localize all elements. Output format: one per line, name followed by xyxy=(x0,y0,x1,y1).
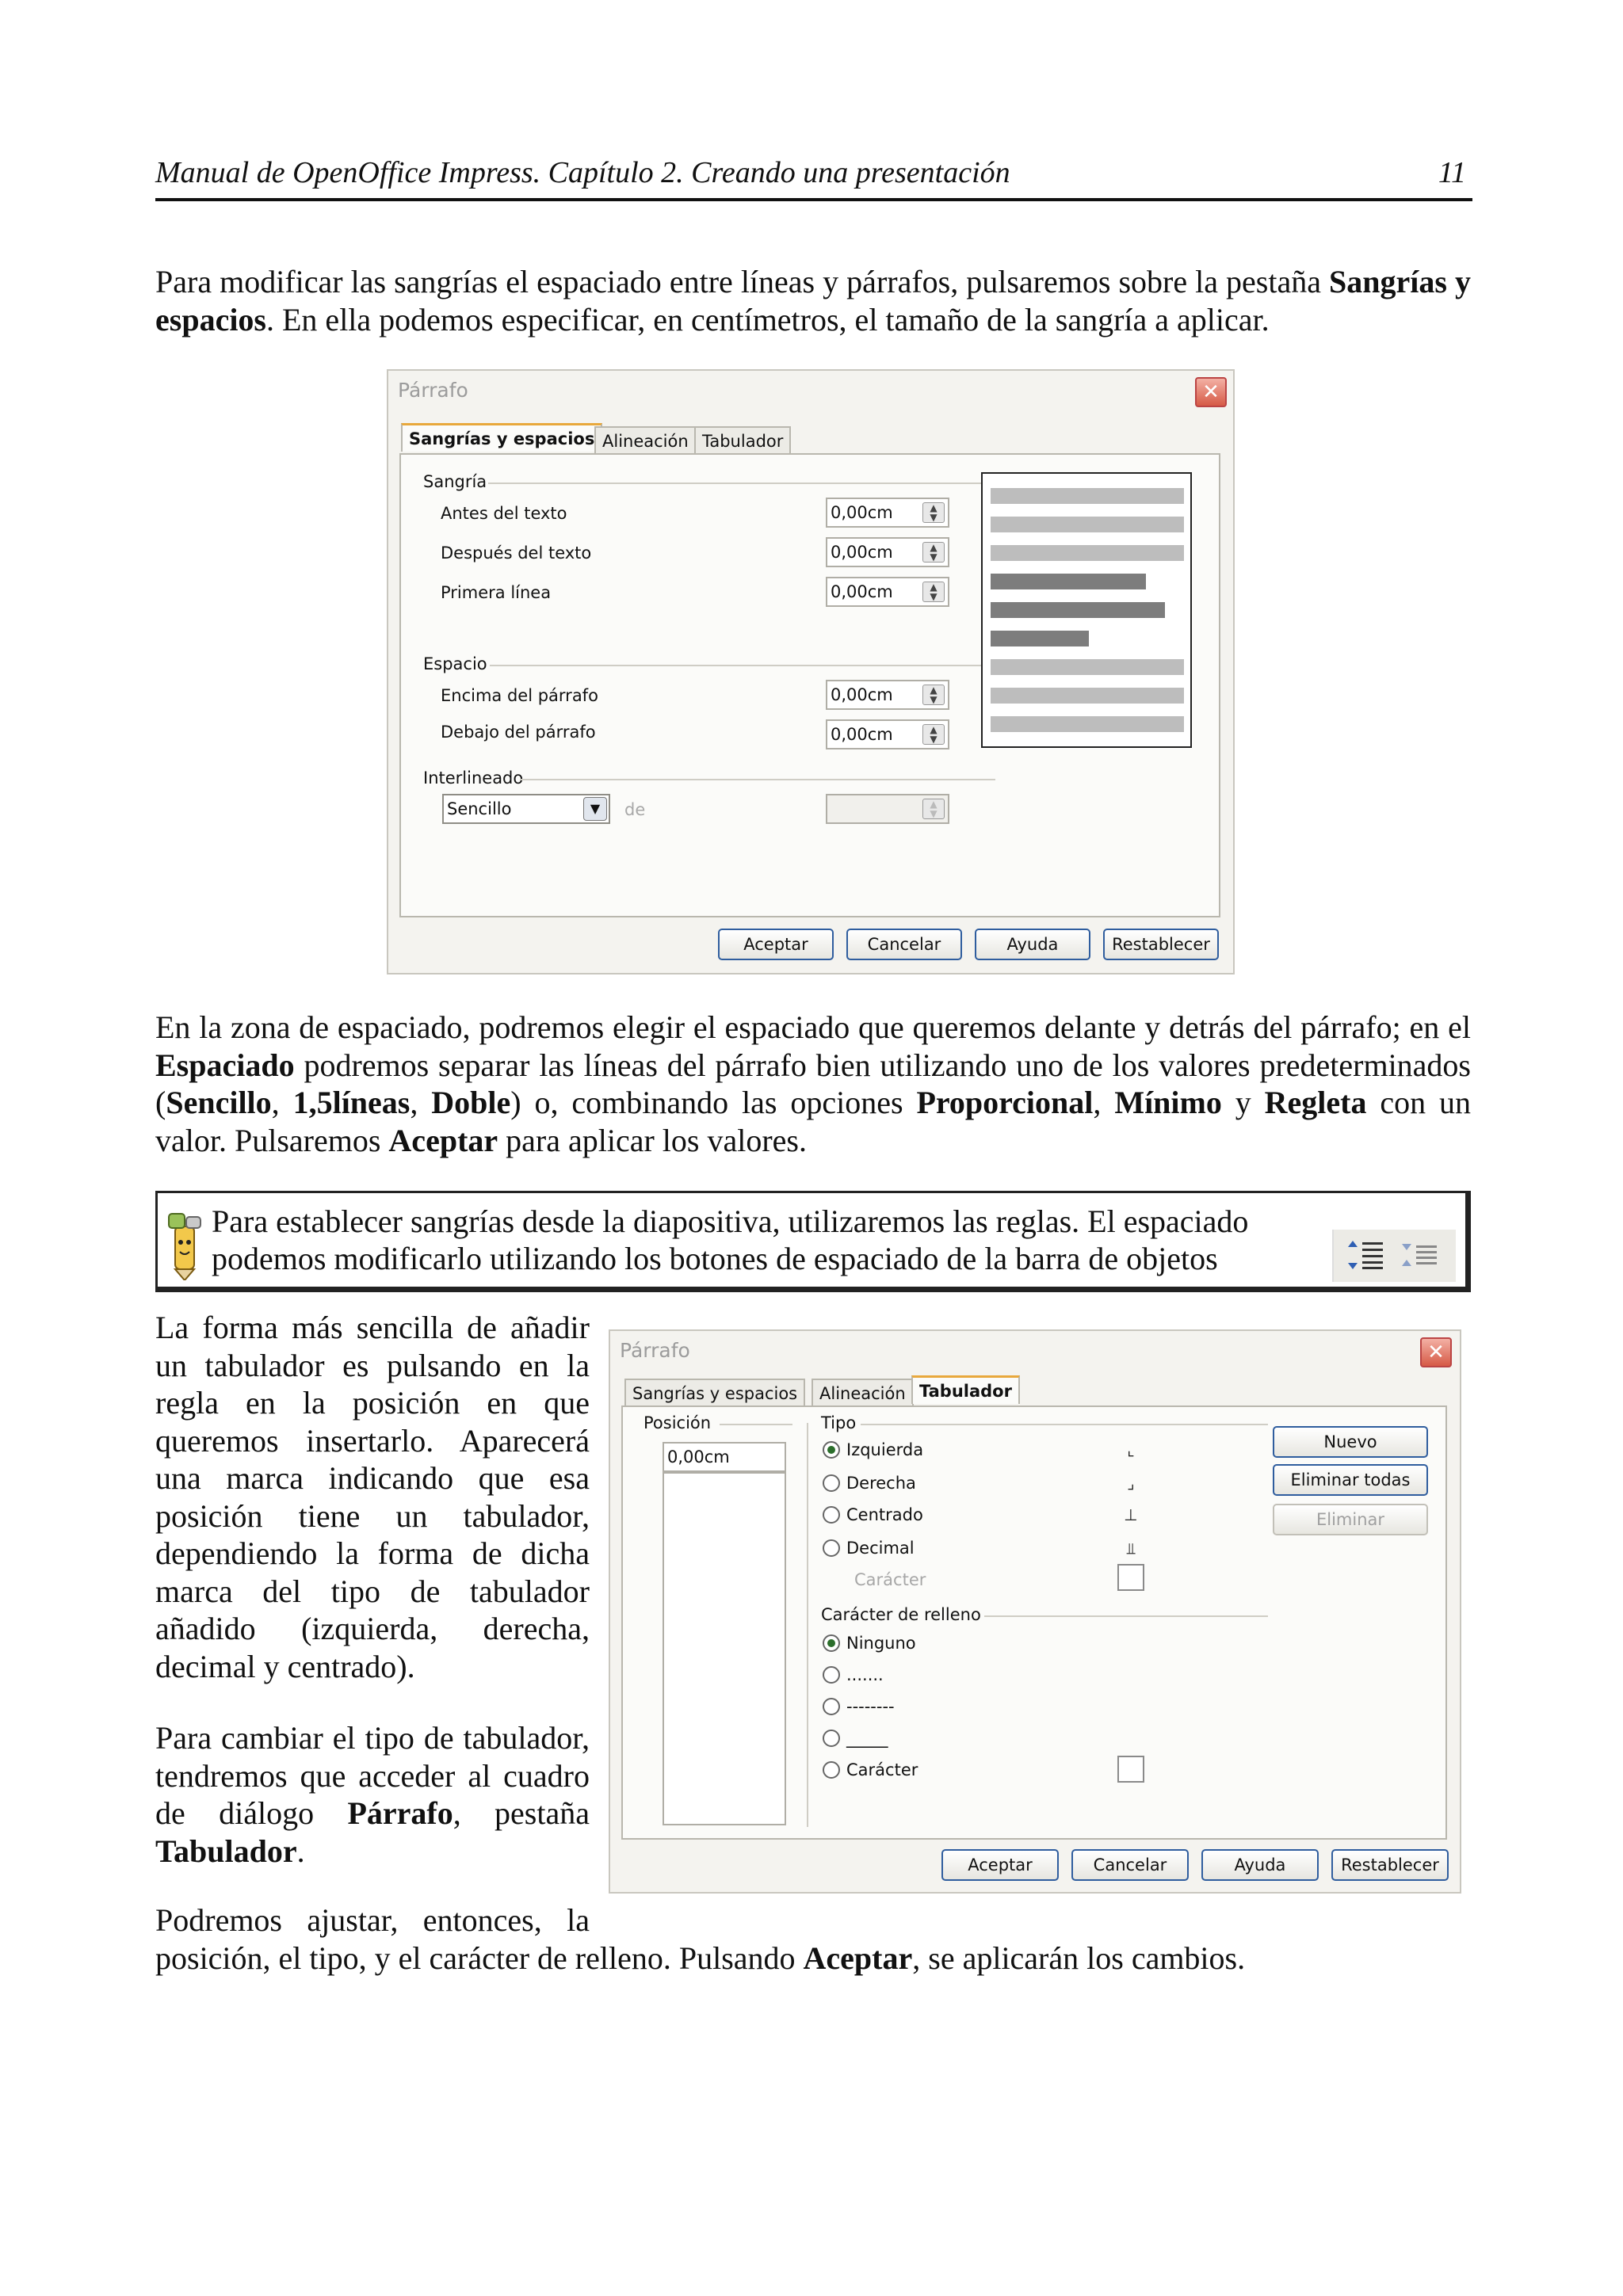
page-number: 11 xyxy=(1438,156,1466,189)
tab-indents-spacing[interactable]: Sangrías y espacios xyxy=(401,423,602,452)
tab-tabs[interactable]: Tabulador xyxy=(911,1375,1020,1404)
preview-line xyxy=(991,574,1146,589)
tip-text: Para establecer sangrías desde la diapositiva, utilizaremos las reglas. El espaciado podemos modificarlo utilizando los botones de espaciado de la barra de objetos xyxy=(212,1203,1249,1276)
help-button[interactable]: Ayuda xyxy=(1201,1849,1319,1881)
radio-fill-character[interactable] xyxy=(823,1760,918,1779)
position-list[interactable] xyxy=(663,1472,786,1825)
object-toolbar-strip xyxy=(1332,1230,1456,1282)
tab-tabs[interactable]: Tabulador xyxy=(694,426,791,455)
close-icon[interactable]: ✕ xyxy=(1195,377,1227,407)
preview-line xyxy=(991,716,1184,732)
after-text-field[interactable] xyxy=(826,537,949,567)
indents-panel xyxy=(399,453,1220,917)
text: Para cambiar el tipo de tabulador, tendremos que acceder al cuadro de diálogo xyxy=(155,1720,590,1831)
radio-icon xyxy=(823,1539,840,1557)
after-text-value: 0,00cm xyxy=(831,543,893,562)
radio-fill-underline-label: _____ xyxy=(846,1729,888,1748)
column-paragraph-3-line-1: Podremos ajustar, entonces, la xyxy=(155,1902,590,1938)
close-icon[interactable]: ✕ xyxy=(1420,1337,1452,1367)
spin-arrows-icon: ▲ ▼ xyxy=(922,799,945,819)
reset-button[interactable]: Restablecer xyxy=(1103,929,1219,960)
radio-fill-underline[interactable] xyxy=(823,1729,888,1748)
de-label: de xyxy=(624,800,646,819)
preview-line xyxy=(991,688,1184,704)
position-input[interactable]: 0,00cm xyxy=(663,1442,786,1472)
tab-indents-spacing[interactable]: Sangrías y espacios xyxy=(624,1379,805,1407)
bold-term: Tabulador xyxy=(155,1833,297,1869)
divider xyxy=(984,1615,1268,1617)
radio-icon xyxy=(823,1698,840,1715)
paragraph-dialog-indents xyxy=(387,369,1235,974)
first-line-value: 0,00cm xyxy=(831,582,893,601)
radio-centered[interactable] xyxy=(823,1505,923,1524)
delete-button[interactable]: Eliminar xyxy=(1273,1504,1428,1535)
radio-decimal[interactable] xyxy=(823,1539,915,1558)
preview-line xyxy=(991,545,1184,561)
text: , xyxy=(410,1085,432,1120)
fill-character-field[interactable] xyxy=(1117,1756,1144,1783)
tab-center-icon: ⊥ xyxy=(1124,1505,1138,1524)
bold-term: Regleta xyxy=(1264,1085,1367,1120)
spin-arrows-icon[interactable]: ▲ ▼ xyxy=(922,724,945,745)
bold-term: Proporcional xyxy=(916,1085,1094,1120)
divider xyxy=(490,665,995,666)
line-spacing-increase-icon[interactable] xyxy=(1346,1239,1386,1271)
ok-button[interactable]: Aceptar xyxy=(718,929,834,960)
spin-arrows-icon[interactable]: ▲ ▼ xyxy=(922,582,945,602)
preview-line xyxy=(991,517,1184,532)
bold-term: Sencillo xyxy=(166,1085,272,1120)
tip-box xyxy=(155,1191,1471,1292)
chevron-down-icon[interactable]: ▼ xyxy=(583,797,607,821)
preview-line xyxy=(991,659,1184,675)
radio-selected-icon xyxy=(823,1634,840,1652)
cancel-button[interactable]: Cancelar xyxy=(1071,1849,1189,1881)
text: para aplicar los valores. xyxy=(498,1122,807,1158)
tabs-panel xyxy=(621,1405,1447,1840)
type-label: Tipo xyxy=(821,1413,857,1432)
position-label: Posición xyxy=(643,1413,712,1432)
intro-bold-tab-name: Sangrías y espacios xyxy=(155,264,1471,338)
radio-icon xyxy=(823,1761,840,1779)
text: , se aplicarán los cambios. xyxy=(912,1940,1246,1976)
page-header xyxy=(155,155,1472,201)
tab-left-icon: ⌞ xyxy=(1127,1440,1135,1459)
dialog-title: Párrafo xyxy=(398,379,468,402)
line-spacing-value: Sencillo xyxy=(447,799,512,818)
paragraph-dialog-tabs xyxy=(609,1329,1461,1894)
text: , xyxy=(271,1085,293,1120)
radio-fill-none[interactable] xyxy=(823,1634,916,1653)
below-paragraph-field[interactable] xyxy=(826,719,949,749)
type-character-field[interactable] xyxy=(1117,1564,1144,1591)
radio-icon xyxy=(823,1474,840,1492)
group-spacing-label: Espacio xyxy=(423,654,487,673)
new-tab-button[interactable]: Nuevo xyxy=(1273,1426,1428,1458)
ok-button[interactable]: Aceptar xyxy=(941,1849,1059,1881)
tab-alignment[interactable]: Alineación xyxy=(594,426,697,455)
bold-term: Espaciado xyxy=(155,1047,295,1083)
radio-centered-label: Centrado xyxy=(846,1505,923,1524)
above-paragraph-value: 0,00cm xyxy=(831,685,893,704)
bold-term: Párrafo xyxy=(347,1795,453,1831)
text: con un valor. Pulsaremos xyxy=(155,1085,1472,1158)
before-text-value: 0,00cm xyxy=(831,503,893,522)
pencil-mascot-icon xyxy=(164,1211,205,1280)
intro-text-end: . En ella podemos especificar, en centímetros, el tamaño de la sangría a aplicar. xyxy=(266,301,1270,338)
radio-left-label: Izquierda xyxy=(846,1440,924,1459)
below-paragraph-value: 0,00cm xyxy=(831,725,893,744)
text: ) o, combinando las opciones xyxy=(510,1085,917,1120)
bold-term: Doble xyxy=(431,1085,511,1120)
spin-arrows-icon[interactable]: ▲ ▼ xyxy=(922,542,945,563)
above-paragraph-label: Encima del párrafo xyxy=(441,686,598,705)
before-text-field[interactable] xyxy=(826,498,949,528)
tab-decimal-icon: ⫫ xyxy=(1126,1539,1136,1558)
divider xyxy=(720,1424,792,1425)
running-title: Manual de OpenOffice Impress. Capítulo 2. Creando una presentación xyxy=(155,156,1010,189)
radio-icon xyxy=(823,1666,840,1684)
above-paragraph-field[interactable] xyxy=(826,680,949,710)
preview-line xyxy=(991,602,1165,618)
intro-text: Para modificar las sangrías el espaciado entre líneas y párrafos, pulsaremos sobre la pestaña xyxy=(155,264,1330,299)
radio-fill-dashes[interactable] xyxy=(823,1697,895,1716)
first-line-field[interactable] xyxy=(826,577,949,607)
type-character-label: Carácter xyxy=(854,1570,926,1589)
cancel-button[interactable]: Cancelar xyxy=(846,929,962,960)
radio-right[interactable] xyxy=(823,1474,916,1493)
text: y xyxy=(1221,1085,1265,1120)
spacing-paragraph xyxy=(155,1009,1471,1159)
help-button[interactable]: Ayuda xyxy=(975,929,1090,960)
bold-term: Aceptar xyxy=(388,1122,498,1158)
preview-line xyxy=(991,631,1089,646)
divider xyxy=(807,1423,808,1827)
paragraph-preview xyxy=(981,472,1192,748)
radio-fill-none-label: Ninguno xyxy=(846,1634,916,1653)
radio-icon xyxy=(823,1730,840,1747)
divider xyxy=(520,779,995,780)
column-paragraph-1: La forma más sencilla de añadir un tabulador es pulsando en la regla en la posición en que queremos insertarlo. Aparecerá una marca indicando que esa posición tiene un tabulador, dependiendo la forma de dicha marca del tipo de tabulador añadido (izquierda, derecha, decimal y centrado). xyxy=(155,1310,590,1684)
text: , pestaña xyxy=(453,1795,590,1831)
reset-button[interactable]: Restablecer xyxy=(1331,1849,1449,1881)
tab-alignment[interactable]: Alineación xyxy=(812,1379,914,1407)
below-paragraph-label: Debajo del párrafo xyxy=(441,723,596,742)
spin-arrows-icon[interactable]: ▲ ▼ xyxy=(922,502,945,523)
radio-selected-icon xyxy=(823,1441,840,1459)
text: . xyxy=(296,1833,305,1869)
after-text-label: Después del texto xyxy=(441,543,592,563)
bold-term: Aceptar xyxy=(803,1940,913,1976)
bold-term: Mínimo xyxy=(1114,1085,1222,1120)
line-spacing-select[interactable] xyxy=(442,794,610,824)
dialog-title: Párrafo xyxy=(620,1339,690,1362)
radio-right-label: Derecha xyxy=(846,1474,916,1493)
first-line-label: Primera línea xyxy=(441,583,552,602)
text: podremos separar las líneas del párrafo bien utilizando uno de los valores predeterminados ( xyxy=(155,1047,1471,1120)
group-line-spacing-label: Interlineado xyxy=(423,769,524,788)
fill-character-label: Carácter de relleno xyxy=(821,1605,981,1624)
text: posición, el tipo, y el carácter de relleno. Pulsando xyxy=(155,1940,804,1976)
divider xyxy=(861,1424,1268,1425)
radio-fill-dashes-label: -------- xyxy=(846,1697,895,1716)
group-indent-label: Sangría xyxy=(423,472,487,491)
radio-fill-dots[interactable] xyxy=(823,1665,884,1684)
tab-right-icon: ⌟ xyxy=(1127,1474,1135,1493)
divider xyxy=(488,482,995,484)
column-paragraph-3-line-2 xyxy=(155,1939,1471,1978)
text: , xyxy=(1093,1085,1115,1120)
preview-line xyxy=(991,488,1184,504)
line-spacing-value-field[interactable] xyxy=(826,794,949,824)
line-spacing-decrease-icon[interactable] xyxy=(1400,1239,1440,1271)
radio-icon xyxy=(823,1506,840,1524)
radio-fill-dots-label: ....... xyxy=(846,1665,884,1684)
column-paragraph-2 xyxy=(155,1719,590,1870)
spin-arrows-icon[interactable]: ▲ ▼ xyxy=(922,685,945,705)
bold-term: 1,5líneas xyxy=(292,1085,411,1120)
before-text-label: Antes del texto xyxy=(441,504,567,523)
delete-all-button[interactable]: Eliminar todas xyxy=(1273,1464,1428,1496)
radio-left[interactable] xyxy=(823,1440,923,1459)
radio-decimal-label: Decimal xyxy=(846,1539,915,1558)
intro-paragraph xyxy=(155,263,1471,338)
radio-fill-character-label: Carácter xyxy=(846,1760,918,1779)
text: En la zona de espaciado, podremos elegir el espaciado que queremos delante y detrás del párrafo; en el xyxy=(155,1009,1471,1045)
